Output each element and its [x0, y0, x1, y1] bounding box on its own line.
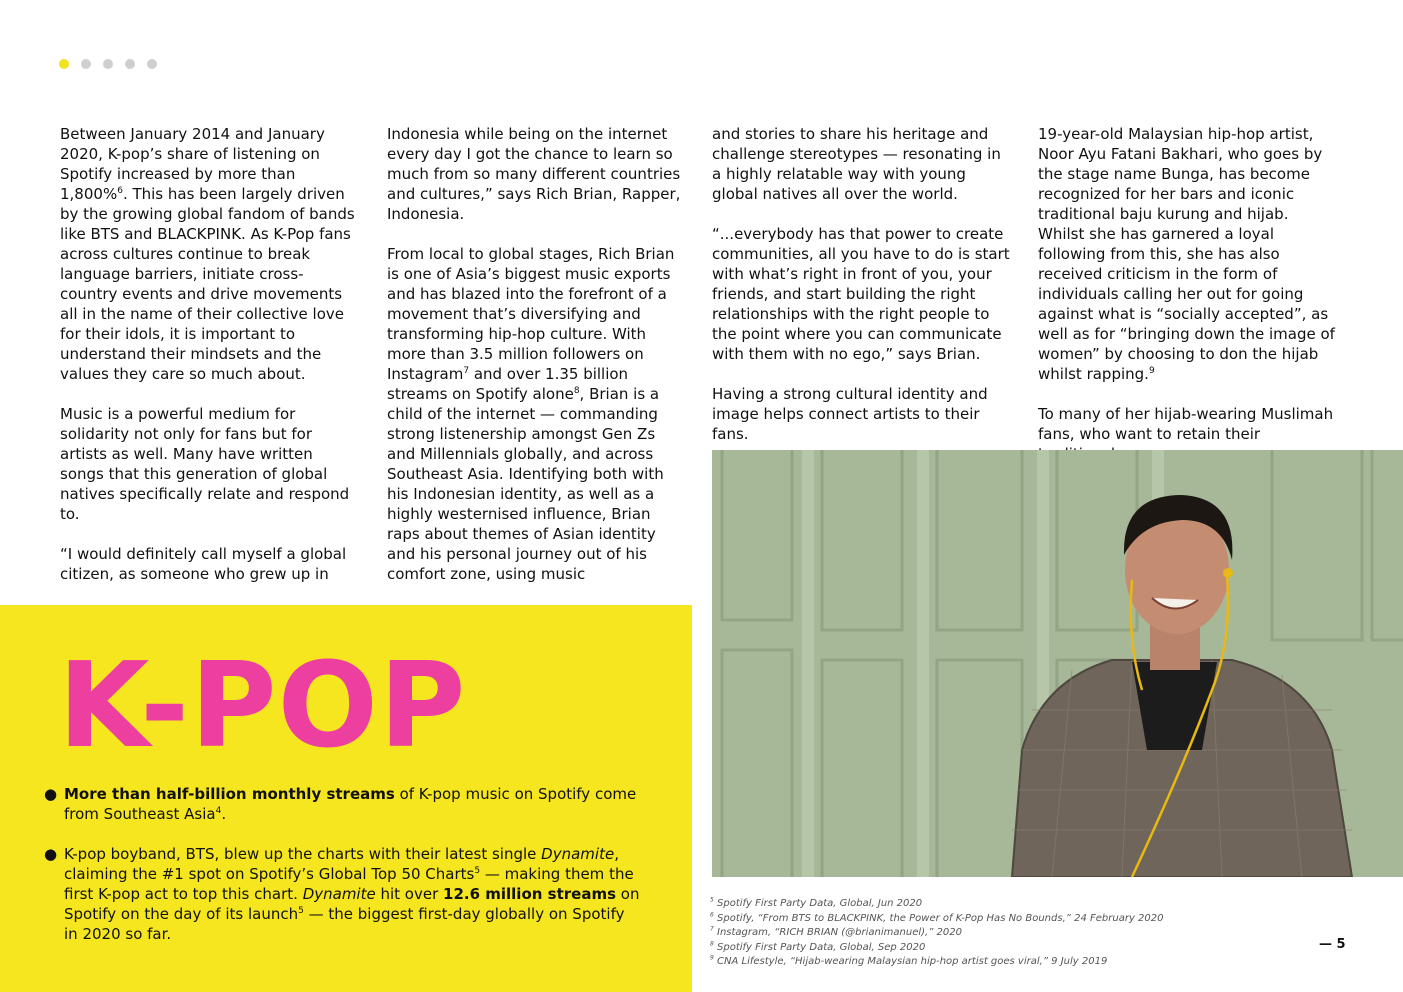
text-column-2 — [387, 124, 687, 604]
page-dot — [81, 59, 91, 69]
page-dot — [103, 59, 113, 69]
paragraph: From local to global stages, Rich Brian is one of Asia’s biggest music exports and has blazed into the forefront of a movement that’s diversifying and transforming hip-hop culture. With more than 3.5 million followers on Instagram$^7$ and over 1.35 billion streams on Spotify alone$^8$, Brian is a child of the internet — commanding strong listenership amongst Gen Zs and Millennials globally, and across Southeast Asia. Identifying both with his Indonesian identity, as well as a highly westernised influence, Brian raps about themes of Asian identity and his personal journey out of his comfort zone, using music — [387, 245, 675, 583]
kpop-title: K-POP — [58, 636, 467, 774]
paragraph: and stories to share his heritage and challenge stereotypes — resonating in a highly relatable way with young global natives all over the world. — [712, 125, 1001, 203]
artist-photo — [712, 450, 1403, 877]
text-column-1 — [60, 124, 360, 604]
bullet-icon: ● — [44, 785, 58, 803]
paragraph: “...everybody has that power to create communities, all you have to do is start with what’s right in front of you, your friends, and start building the right relationships with the right people to the point where you can communicate with them with no ego,” says Brian. — [712, 225, 1010, 363]
footnote: $^5$ Spotify First Party Data, Global, Jun 2020 — [710, 896, 923, 909]
text-column-3 — [712, 124, 1012, 464]
photo-illustration — [712, 450, 1403, 877]
footnote: $^8$ Spotify First Party Data, Global, Sep 2020 — [710, 940, 926, 953]
paragraph: Between January 2014 and January 2020, K-pop’s share of listening on Spotify increased by more than 1,800%$^6$. This has been largely driven by the growing global fandom of bands like BTS and BLACKPINK. As K-Pop fans across cultures continue to break language barriers, initiate cross-country events and drive movements all in the name of their collective love for their idols, it is important to understand their mindsets and the values they care so much about. — [60, 125, 355, 383]
list-item: ● More than half-billion monthly streams of K-pop music on Spotify come from Southeast Asia$^4$. — [44, 785, 637, 823]
page-dot-active — [59, 59, 69, 69]
paragraph: Indonesia while being on the internet every day I got the chance to learn so much from so many different countries and cultures,” says Rich Brian, Rapper, Indonesia. — [387, 125, 681, 223]
paragraph: To many of her hijab-wearing Muslimah fans, who want to retain their — [1038, 405, 1334, 443]
footnote: $^7$ Instagram, “RICH BRIAN (@brianimanuel),” 2020 — [710, 925, 963, 938]
footnote: $^6$ Spotify, “From BTS to BLACKPINK, the Power of K-Pop Has No Bounds,” 24 February 2020 — [710, 911, 1164, 924]
bullet-icon: ● — [44, 845, 58, 863]
page-dot — [147, 59, 157, 69]
paragraph: 19-year-old Malaysian hip-hop artist, Noor Ayu Fatani Bakhari, who goes by the stage name Bunga, has become recognized for her bars and iconic traditional baju kurung and hijab. Whilst she has garnered a loyal following from this, she has also received criticism in the form of individuals calling her out for going against what is “socially accepted”, as well as for “bringing down the image of women” by choosing to don the hijab whilst rapping.$^9$ — [1038, 125, 1335, 383]
footnotes — [710, 897, 1270, 970]
list-item: ● K-pop boyband, BTS, blew up the charts with their latest single Dynamite, claiming the #1 spot on Spotify’s Global Top 50 Charts$^5$ — making them the first K-pop act to top this chart. Dynamite hit over 12.6 million streams on Spotify on the day of its launch$^5$ — the biggest first-day globally on Spotify in 2020 so far. — [44, 845, 640, 943]
page-indicator — [59, 59, 157, 69]
paragraph: Having a strong cultural identity and image helps connect artists to their fans. — [712, 385, 988, 443]
footnote: $^9$ CNA Lifestyle, “Hijab-wearing Malaysian hip-hop artist goes viral,” 9 July 2019 — [710, 954, 1108, 967]
paragraph: Music is a powerful medium for solidarity not only for fans but for artists as well. Many have written songs that this generation of global natives specifically relate and respond to. — [60, 405, 350, 523]
page-dot — [125, 59, 135, 69]
paragraph: “I would definitely call myself a global citizen, as someone who grew up in — [60, 545, 347, 583]
page-number: — 5 — [1319, 937, 1346, 952]
kpop-facts-list — [42, 784, 642, 964]
text-column-4 — [1038, 124, 1338, 484]
